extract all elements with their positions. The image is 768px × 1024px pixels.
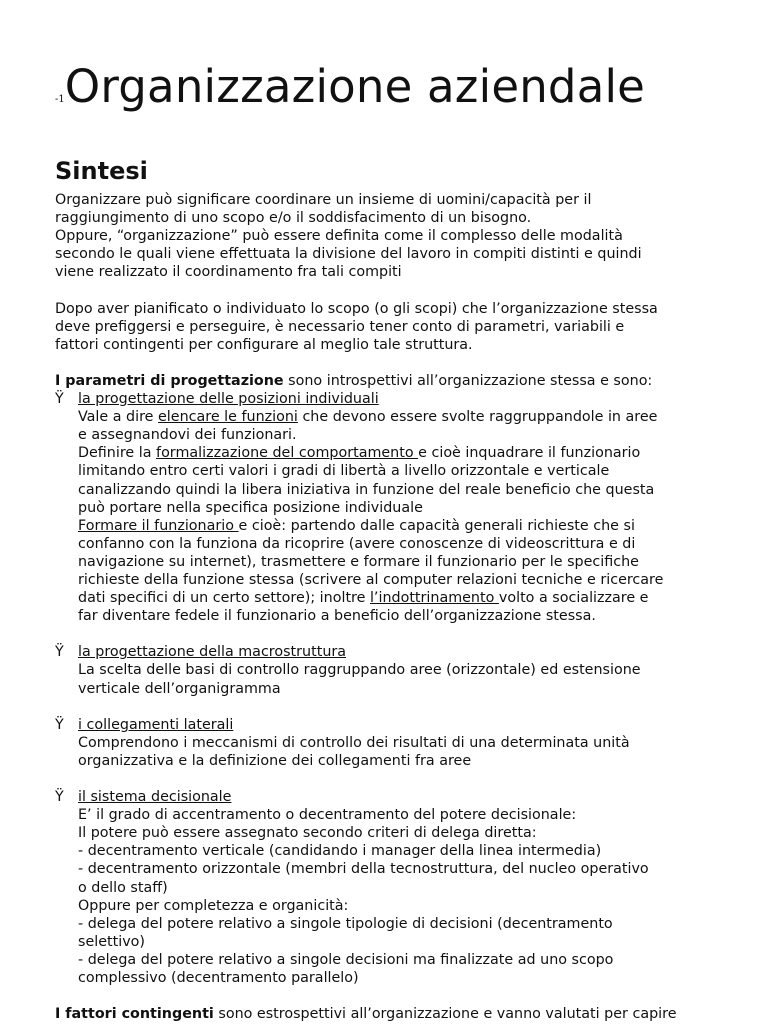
para2-line: Dopo aver pianificato o individuato lo scopo (o gli scopi) che l’organizzazione stessa <box>55 300 658 317</box>
bullet-line: richieste della funzione stessa (scrivere al computer relazioni tecniche e ricercare <box>78 571 664 588</box>
spacer <box>55 987 755 1005</box>
text-span: Definire la <box>78 445 157 462</box>
bullet-line: confanno con la funziona da ricoprire (avere conoscenze di videoscrittura e di <box>78 535 636 552</box>
bullet-item-4 <box>55 788 755 806</box>
bullet-title: il sistema decisionale <box>78 789 232 806</box>
bullet-title: la progettazione della macrostruttura <box>78 644 347 661</box>
bullet-line: - decentramento verticale (candidando i manager della linea intermedia) <box>78 843 602 860</box>
para2-line: fattori contingenti per configurare al meglio tale struttura. <box>55 336 473 353</box>
spacer <box>55 770 755 788</box>
bullet-line <box>55 408 755 426</box>
factors-line <box>55 1005 755 1023</box>
underlined-span: Formare il funzionario <box>78 517 239 534</box>
underlined-span: formalizzazione del comportamento <box>156 445 419 462</box>
document-body <box>55 191 755 1023</box>
bullet-glyph: Ÿ <box>55 391 64 408</box>
spacer <box>55 698 755 716</box>
page-title: Organizzazione aziendale <box>64 60 646 113</box>
bullet-line: selettivo) <box>78 933 145 950</box>
params-rest: sono introspettivi all’organizzazione stessa e sono: <box>283 372 653 389</box>
bullet-line: La scelta delle basi di controllo raggruppando aree (orizzontale) ed estensione <box>78 662 641 679</box>
bullet-line: può portare nella specifica posizione individuale <box>78 499 423 516</box>
intro-line: Oppure, “organizzazione” può essere definita come il complesso delle modalità <box>55 228 623 245</box>
bullet-line: complessivo (decentramento parallelo) <box>78 970 359 987</box>
spacer <box>55 625 755 643</box>
bullet-line: o dello staff) <box>78 879 168 896</box>
bullet-title: la progettazione delle posizioni individuali <box>78 391 379 408</box>
bullet-line <box>55 517 755 535</box>
bullet-glyph: Ÿ <box>55 644 64 661</box>
text-span: Vale a dire <box>78 409 159 426</box>
bullet-line: - delega del potere relativo a singole decisioni ma finalizzate ad uno scopo <box>78 951 614 968</box>
bullet-line: Oppure per completezza e organicità: <box>78 897 349 914</box>
params-intro <box>55 372 755 390</box>
title-row <box>55 60 645 113</box>
intro-line: Organizzare può significare coordinare un insieme di uomini/capacità per il <box>55 192 592 208</box>
bullet-title: i collegamenti laterali <box>78 716 234 733</box>
intro-line: viene realizzato il coordinamento fra tali compiti <box>55 264 402 281</box>
bullet-glyph: Ÿ <box>55 716 64 733</box>
spacer <box>55 354 755 372</box>
factors-bold: I fattori contingenti <box>55 1006 214 1023</box>
factors-rest: sono estrospettivi all’organizzazione e vanno valutati per capire <box>213 1006 677 1023</box>
bullet-line <box>55 444 755 462</box>
bullet-line: far diventare fedele il funzionario a beneficio dell’organizzazione stessa. <box>78 608 596 625</box>
bullet-item-3 <box>55 716 755 734</box>
title-prefix: -1 <box>55 94 65 105</box>
bullet-line: organizzativa e la definizione dei collegamenti fra aree <box>78 752 472 769</box>
bullet-line: - delega del potere relativo a singole tipologie di decisioni (decentramento <box>78 915 613 932</box>
intro-line: raggiungimento di uno scopo e/o il soddisfacimento di un bisogno. <box>55 210 532 227</box>
bullet-line: navigazione su internet), trasmettere e formare il funzionario per le specifiche <box>78 553 639 570</box>
para2-line: deve prefiggersi e perseguire, è necessario tener conto di parametri, variabili e <box>55 318 625 335</box>
bullet-line: e assegnandovi dei funzionari. <box>78 427 297 444</box>
underlined-span: l’indottrinamento <box>369 590 499 607</box>
bullet-line: verticale dell’organigramma <box>78 680 281 697</box>
bullet-line <box>55 589 755 607</box>
bullet-line: Il potere può essere assegnato secondo criteri di delega diretta: <box>78 825 537 842</box>
text-span: volto a socializzare e <box>498 590 649 607</box>
underlined-span: elencare le funzioni <box>158 409 298 426</box>
text-span: che devono essere svolte raggruppandole in aree <box>297 409 658 426</box>
bullet-glyph: Ÿ <box>55 789 64 806</box>
section-heading: Sintesi <box>55 157 148 185</box>
bullet-line: E’ il grado di accentramento o decentramento del potere decisionale: <box>78 807 577 824</box>
bullet-line: canalizzando quindi la libera iniziativa in funzione del reale beneficio che questa <box>78 481 655 498</box>
bullet-item-2 <box>55 643 755 661</box>
intro-line: secondo le quali viene effettuata la divisione del lavoro in compiti distinti e quindi <box>55 246 642 263</box>
bullet-line: Comprendono i meccanismi di controllo dei risultati di una determinata unità <box>78 734 630 751</box>
text-span: e cioè: partendo dalle capacità generali richieste che si <box>238 517 635 534</box>
spacer <box>55 281 755 299</box>
text-span: dati specifici di un certo settore); inoltre <box>78 590 370 607</box>
bullet-item-1 <box>55 390 755 408</box>
bullet-line: - decentramento orizzontale (membri della tecnostruttura, del nucleo operativo <box>78 861 649 878</box>
bullet-line: limitando entro certi valori i gradi di libertà a livello orizzontale e verticale <box>78 463 610 480</box>
params-bold: I parametri di progettazione <box>55 372 284 389</box>
text-span: e cioè inquadrare il funzionario <box>418 445 641 462</box>
